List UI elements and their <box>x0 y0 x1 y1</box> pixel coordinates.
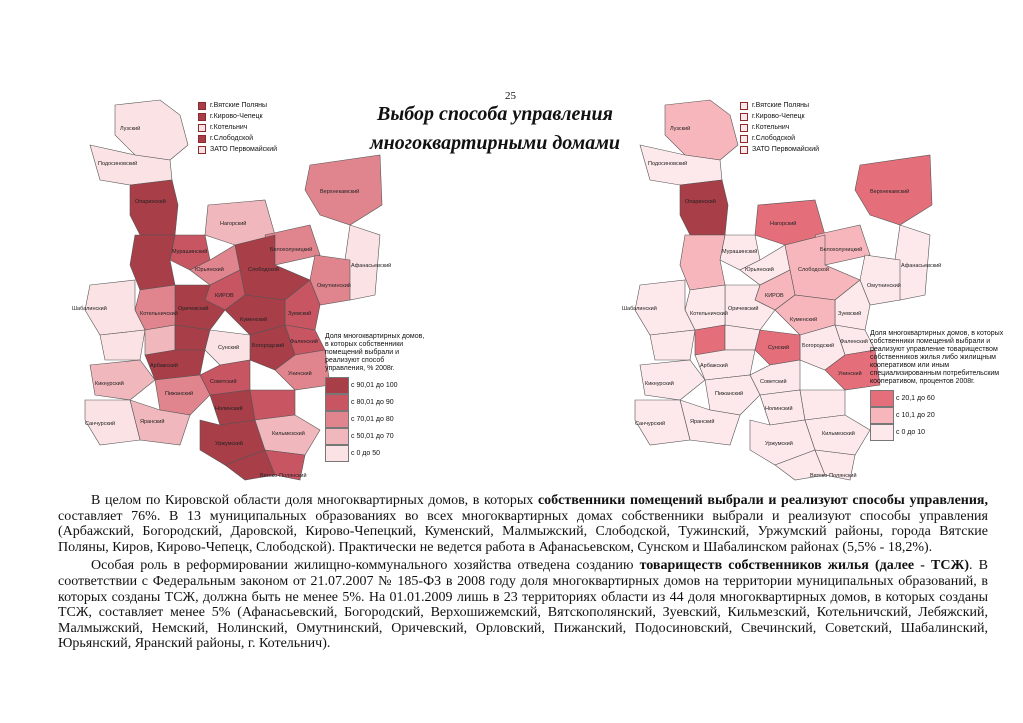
legend-label: с 0 до 10 <box>896 428 925 436</box>
map-label-kirov: КИРОВ <box>765 293 784 299</box>
right-city-legend <box>740 100 819 155</box>
map-label-kirov: КИРОВ <box>215 293 234 299</box>
map-label-murashinskiy: Мурашинский <box>172 249 208 255</box>
map-label-sunskiy: Сунский <box>218 345 240 351</box>
left-city-legend <box>198 100 277 155</box>
map-label-unskiy: Унинский <box>288 371 312 377</box>
legend-swatch <box>198 113 206 121</box>
legend-swatch <box>325 445 349 462</box>
map-label-nolinskiy: Нолинский <box>765 406 793 412</box>
map-label-yuryanskiy: Юрьянский <box>745 267 774 273</box>
region-sanchurskiy-w <box>100 330 145 360</box>
map-label-kotelnichskiy: Котельничский <box>140 311 178 317</box>
legend-label: г.Вятские Поляны <box>210 102 268 109</box>
legend-swatch <box>870 407 894 424</box>
left-value-legend <box>325 333 425 462</box>
legend-swatch <box>870 424 894 441</box>
region-lebyazhskiy <box>250 390 295 420</box>
paragraph-1-bold: собственники помещений выбрали и реализуют способы управления, <box>537 493 988 508</box>
left-legend-item <box>325 394 425 411</box>
region-darovskoy <box>130 235 175 290</box>
right-value-legend <box>870 330 1005 441</box>
legend-label: с 50,01 до 70 <box>351 432 394 440</box>
map-label-pizhanskiy: Пижанский <box>715 391 744 397</box>
legend-swatch <box>198 146 206 154</box>
right-legend-caption: Доля многоквартирных домов, в которых собственники помещений выбрали и реализуют управление товариществом собственников жилья либо жилищным кооперативом или иным специализированным потребительским кооперативом, процентов 2008г. <box>870 330 1004 385</box>
legend-swatch <box>325 411 349 428</box>
map-label-omutninskiy: Омутнинский <box>867 283 901 289</box>
legend-swatch <box>198 135 206 143</box>
title-line-2: многоквартирными домами <box>369 132 621 154</box>
map-label-belokholunitskiy: Белохолуницкий <box>820 247 863 253</box>
region-oparinskiy <box>680 180 728 235</box>
left-legend-item <box>325 377 425 394</box>
legend-label: г.Кирово-Чепецк <box>210 113 263 120</box>
legend-swatch <box>325 428 349 445</box>
legend-swatch <box>325 377 349 394</box>
map-label-sovetskiy: Советский <box>760 379 787 385</box>
region-kiknurskiy <box>90 360 155 400</box>
legend-label: ЗАТО Первомайский <box>752 146 820 153</box>
left-city-legend-item <box>198 144 277 155</box>
map-label-slobodskoy: Слободской <box>798 267 829 273</box>
map-label-zuevskiy: Зуевский <box>288 311 312 317</box>
region-sanchurskiy-w <box>650 330 695 360</box>
legend-label: г.Котельнич <box>210 124 248 131</box>
legend-swatch <box>740 124 748 132</box>
map-label-slobodskoy: Слободской <box>248 267 279 273</box>
legend-label: ЗАТО Первомайский <box>210 146 278 153</box>
map-label-verkhnekamskiy: Верхнекамский <box>320 189 360 195</box>
legend-swatch <box>740 135 748 143</box>
paragraph-2 <box>58 558 988 652</box>
legend-swatch <box>740 113 748 121</box>
legend-label: г.Слободской <box>210 135 254 142</box>
map-label-yaranskiy: Яранский <box>690 419 715 425</box>
legend-label: г.Котельнич <box>752 124 790 131</box>
map-label-kilmezskiy: Кильмезский <box>822 431 855 437</box>
map-label-kiknurskiy: Кикнурский <box>95 381 124 387</box>
legend-label: г.Слободской <box>752 135 796 142</box>
map-label-luzskiy: Лузский <box>670 126 691 132</box>
map-label-omutninskiy: Омутнинский <box>317 283 351 289</box>
legend-swatch <box>740 146 748 154</box>
legend-swatch <box>198 102 206 110</box>
paragraph-1-text-b: составляет 76%. В 13 муниципальных образованиях во всех многоквартирных домах собственники выбрали и реализуют способы управления (Арбажский, Богородский, Даровской, Кирово-Чепецкий, Куменский, Малмыжский, Слободской, Тужинский, Уржумский районы, города Вятские Поляны, Киров, Кирово-Чепецк, Слободской). Практически не ведется работа в Афанасьевском, Сунском и Шабалинском районах (5,5% - 18,2%). <box>58 508 988 555</box>
left-city-legend-item <box>198 111 277 122</box>
map-label-falenskiy: Фаленский <box>840 339 868 345</box>
legend-label: с 0 до 50 <box>351 449 380 457</box>
map-label-kiknurskiy: Кикнурский <box>645 381 674 387</box>
map-label-afanasyevskiy: Афанасьевский <box>351 263 392 269</box>
map-label-vyatsko-polyanskiy: Вятско-Полянский <box>810 473 857 479</box>
map-label-podosinovskiy: Подосиновский <box>98 161 138 167</box>
paragraph-2-text-a: Особая роль в реформировании жилищно-коммунального хозяйства отведена созданию <box>91 558 640 574</box>
map-label-shabalinskiy: Шабалинский <box>72 306 107 312</box>
map-label-bogorodskiy: Богородский <box>802 343 835 349</box>
map-label-pizhanskiy: Пижанский <box>165 391 194 397</box>
left-legend-item <box>325 411 425 428</box>
right-city-legend-item <box>740 100 819 111</box>
map-label-oparinskiy: Опаринский <box>685 199 716 205</box>
left-legend-item <box>325 428 425 445</box>
map-label-nagorskiy: Нагорский <box>220 221 247 227</box>
map-label-kumenskiy: Куменский <box>240 317 268 323</box>
legend-swatch <box>870 390 894 407</box>
map-label-sanchurskiy: Санчурский <box>635 421 666 427</box>
map-label-orichevskiy: Оричевский <box>178 306 209 312</box>
map-label-zuevskiy: Зуевский <box>838 311 862 317</box>
left-city-legend-item <box>198 100 277 111</box>
paragraph-2-text-b: . В соответствии с Федеральным законом от 21.07.2007 № 185-ФЗ в 2008 году доля многоквартирных домов на территории муниципальных образований, в которых созданы ТСЖ, должна быть не менее 5%. На 01.01.2009 лишь в 23 территориях области из 44 доля многоквартирных домов, в которых созданы ТСЖ, составляет менее 5% (Афанасьевский, Богородский, Верхошижемский, Вятскополянский, Зуевский, Кильмезский, Котельничский, Лебяжский, Малмыжский, Немский, Нолинский, Омутнинский, Оричевский, Орловский, Пижанский, Подосиновский, Свечинский, Советский, Шабалинский, Юрьянский, Яранский районы, г. Котельнич). <box>58 558 988 652</box>
right-city-legend-item <box>740 122 819 133</box>
title-line-1: Выбор способа управления <box>377 103 613 125</box>
region-lebyazhskiy <box>800 390 845 420</box>
body-text <box>58 493 988 655</box>
legend-label: с 10,1 до 20 <box>896 411 935 419</box>
legend-swatch <box>740 102 748 110</box>
right-city-legend-item <box>740 133 819 144</box>
right-city-legend-item <box>740 111 819 122</box>
page-title <box>330 100 660 158</box>
page-number: 25 <box>505 90 516 102</box>
map-label-shabalinskiy: Шабалинский <box>622 306 657 312</box>
map-label-arbazhskiy: Арбажский <box>700 363 728 369</box>
map-label-yaranskiy: Яранский <box>140 419 165 425</box>
right-legend-item <box>870 424 1005 441</box>
map-label-verkhnekamskiy: Верхнекамский <box>870 189 910 195</box>
map-label-orichevskiy: Оричевский <box>728 306 759 312</box>
legend-label: с 20,1 до 60 <box>896 394 935 402</box>
map-label-bogorodskiy: Богородский <box>252 343 285 349</box>
map-label-nolinskiy: Нолинский <box>215 406 243 412</box>
legend-swatch <box>198 124 206 132</box>
left-city-legend-item <box>198 122 277 133</box>
legend-label: с 70,01 до 80 <box>351 415 394 423</box>
map-label-sovetskiy: Советский <box>210 379 237 385</box>
left-legend-caption: Доля многоквартирных домов, в которых собственники помещений выбрали и реализуют способ управления, % 2008г. <box>325 333 425 372</box>
map-label-kumenskiy: Куменский <box>790 317 818 323</box>
map-label-unskiy: Унинский <box>838 371 862 377</box>
map-label-arbazhskiy: Арбажский <box>150 363 178 369</box>
region-oparinskiy <box>130 180 178 235</box>
map-label-nagorskiy: Нагорский <box>770 221 797 227</box>
paragraph-2-bold: товариществ собственников жилья (далее - ТСЖ) <box>639 558 970 574</box>
map-label-belokholunitskiy: Белохолуницкий <box>270 247 313 253</box>
map-label-urzhumskiy: Уржумский <box>215 441 243 447</box>
map-label-vyatsko-polyanskiy: Вятско-Полянский <box>260 473 307 479</box>
map-label-oparinskiy: Опаринский <box>135 199 166 205</box>
left-city-legend-item <box>198 133 277 144</box>
legend-label: с 80,01 до 90 <box>351 398 394 406</box>
legend-label: г.Вятские Поляны <box>752 102 810 109</box>
legend-label: с 90,01 до 100 <box>351 381 398 389</box>
paragraph-1-text-a: В целом по Кировской области доля многоквартирных домов, в которых <box>91 493 538 508</box>
right-city-legend-item <box>740 144 819 155</box>
region-kiknurskiy <box>640 360 705 400</box>
region-darovskoy <box>680 235 725 290</box>
legend-label: г.Кирово-Чепецк <box>752 113 805 120</box>
map-label-falenskiy: Фаленский <box>290 339 318 345</box>
map-label-sunskiy: Сунский <box>768 345 790 351</box>
paragraph-1 <box>58 493 988 555</box>
map-label-kotelnichskiy: Котельничский <box>690 311 728 317</box>
map-label-yuryanskiy: Юрьянский <box>195 267 224 273</box>
right-legend-item <box>870 407 1005 424</box>
right-legend-item <box>870 390 1005 407</box>
left-legend-item <box>325 445 425 462</box>
map-label-murashinskiy: Мурашинский <box>722 249 758 255</box>
map-label-sanchurskiy: Санчурский <box>85 421 116 427</box>
legend-swatch <box>325 394 349 411</box>
map-label-kilmezskiy: Кильмезский <box>272 431 305 437</box>
map-label-afanasyevskiy: Афанасьевский <box>901 263 942 269</box>
map-label-luzskiy: Лузский <box>120 126 141 132</box>
map-label-podosinovskiy: Подосиновский <box>648 161 688 167</box>
map-label-urzhumskiy: Уржумский <box>765 441 793 447</box>
